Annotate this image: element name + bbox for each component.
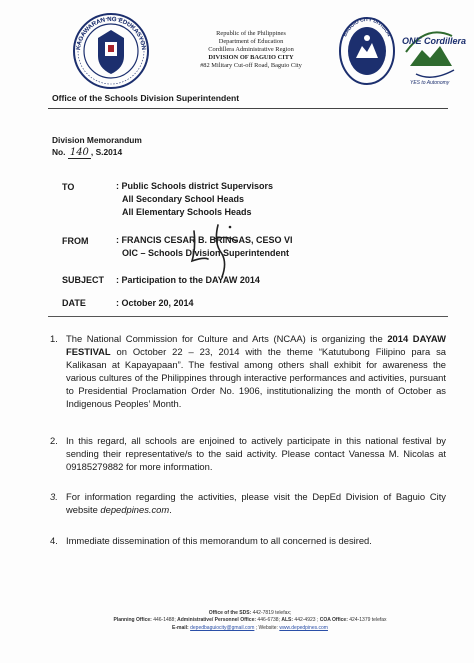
admin-value: 446-6738;	[256, 617, 282, 624]
to-line-2: All Secondary School Heads	[122, 194, 245, 204]
department-line: Department of Education	[218, 38, 284, 45]
p3-text-a: For information regarding the activities, please visit the DepEd Division of Baguio City website	[66, 491, 446, 515]
paragraph-4: Immediate dissemination of this memorandum to all concerned is desired.	[66, 535, 372, 546]
p3-website[interactable]: depedpines.com	[100, 504, 170, 515]
website-label: ; Website:	[254, 624, 280, 631]
memo-no-handwritten: 140	[69, 147, 89, 158]
paragraph-2: In this regard, all schools are enjoined to actively participate in this national festival by sending their representative/s to the said activity. Please contact Vanessa M. Nicolas at 09185279882 for more information.	[66, 435, 446, 472]
subject-label: SUBJECT	[62, 275, 105, 285]
email-link[interactable]: depedbaguiocity@gmail.com	[190, 624, 255, 631]
date-value: : October 20, 2014	[116, 298, 194, 308]
p1-text-a: The National Commission for Culture and Arts (NCAA) is organizing the	[66, 333, 388, 344]
memo-no-suffix: , S.2014	[90, 147, 123, 157]
date-label: DATE	[62, 298, 86, 308]
to-line-1: : Public Schools district Supervisors	[116, 181, 274, 191]
memo-no-prefix: No.	[52, 147, 66, 157]
svg-text:KAGAWARAN NG EDUKASYON: KAGAWARAN NG EDUKASYON	[75, 15, 147, 51]
baguio-division-seal-icon	[338, 16, 396, 86]
admin-label: Administrative/ Personnel Office:	[177, 617, 257, 624]
sds-label: Office of the SDS:	[208, 610, 252, 616]
from-line-1: : FRANCIS CESAR B. BRINGAS, CESO VI	[116, 235, 293, 245]
paragraph-1-number: 1.	[50, 333, 58, 344]
p1-festival-name: 2014 DAYAW FESTIVAL	[66, 333, 446, 357]
footer-line-1	[60, 610, 440, 617]
body-divider	[48, 316, 448, 317]
coa-value: 424-1379 telefax	[347, 617, 387, 624]
office-title: Office of the Schools Division Superintendent	[52, 93, 240, 103]
left-seal-text	[72, 12, 150, 90]
svg-text:BAGUIO CITY DIVISION: BAGUIO CITY DIVISION	[342, 16, 392, 38]
planning-label: Planning Office:	[113, 617, 152, 624]
republic-line: Republic of the Philippines	[216, 30, 286, 37]
footer-line-3	[60, 625, 440, 632]
subject-value: : Participation to the DAYAW 2014	[116, 275, 260, 285]
to-recipients	[116, 180, 273, 219]
paragraph-3	[66, 490, 446, 516]
memo-number	[52, 147, 122, 159]
p3-text-b: .	[169, 504, 172, 515]
division-line: DIVISION OF BAGUIO CITY	[208, 54, 294, 61]
one-logo-tagline: YES to Autonomy	[410, 80, 450, 86]
signature-mark	[184, 217, 254, 279]
letterhead	[176, 30, 326, 70]
als-value: 442-4923 ;	[293, 617, 320, 624]
one-logo-text: ONE Cordillera	[402, 36, 467, 46]
als-label: ALS:	[281, 617, 294, 624]
address-line: #82 Military Cut-off Road, Baguio City	[200, 62, 302, 69]
from-line-2: OIC – Schools Division Superintendent	[122, 248, 290, 258]
planning-value: 446-1488;	[151, 617, 178, 624]
footer-line-2	[60, 617, 440, 624]
paragraph-2-number: 2.	[50, 435, 58, 446]
sds-value: 442-7819 telefax;	[251, 610, 292, 616]
to-line-3: All Elementary Schools Heads	[122, 207, 252, 217]
paragraph-4-number: 4.	[50, 535, 58, 546]
paragraph-1	[66, 332, 446, 410]
to-label: TO	[62, 182, 75, 192]
region-line: Cordillera Administrative Region	[208, 46, 294, 53]
from-label: FROM	[62, 236, 89, 246]
header-divider	[48, 108, 448, 109]
one-cordillera-logo-icon	[396, 22, 467, 88]
p1-text-b: on October 22 – 23, 2014 with the theme “Katutubong Filipino para sa Kalikasan at Kapayapaan”. The festival among others shall exhibit for awareness the various cultures of the Philippines through interactive performances and activities, pursuant to Presidential Proclamation Order No. 1906, institutionalizing the month of October as Indigenous Peoples’ Month.	[66, 346, 446, 409]
memo-title: Division Memorandum	[52, 135, 142, 145]
email-label: E-mail:	[172, 624, 189, 631]
footer-contacts	[60, 610, 440, 632]
paragraph-3-number: 3.	[50, 491, 58, 502]
coa-label: COA Office:	[319, 617, 348, 624]
website-link[interactable]: www.depedpines.com	[279, 624, 328, 631]
